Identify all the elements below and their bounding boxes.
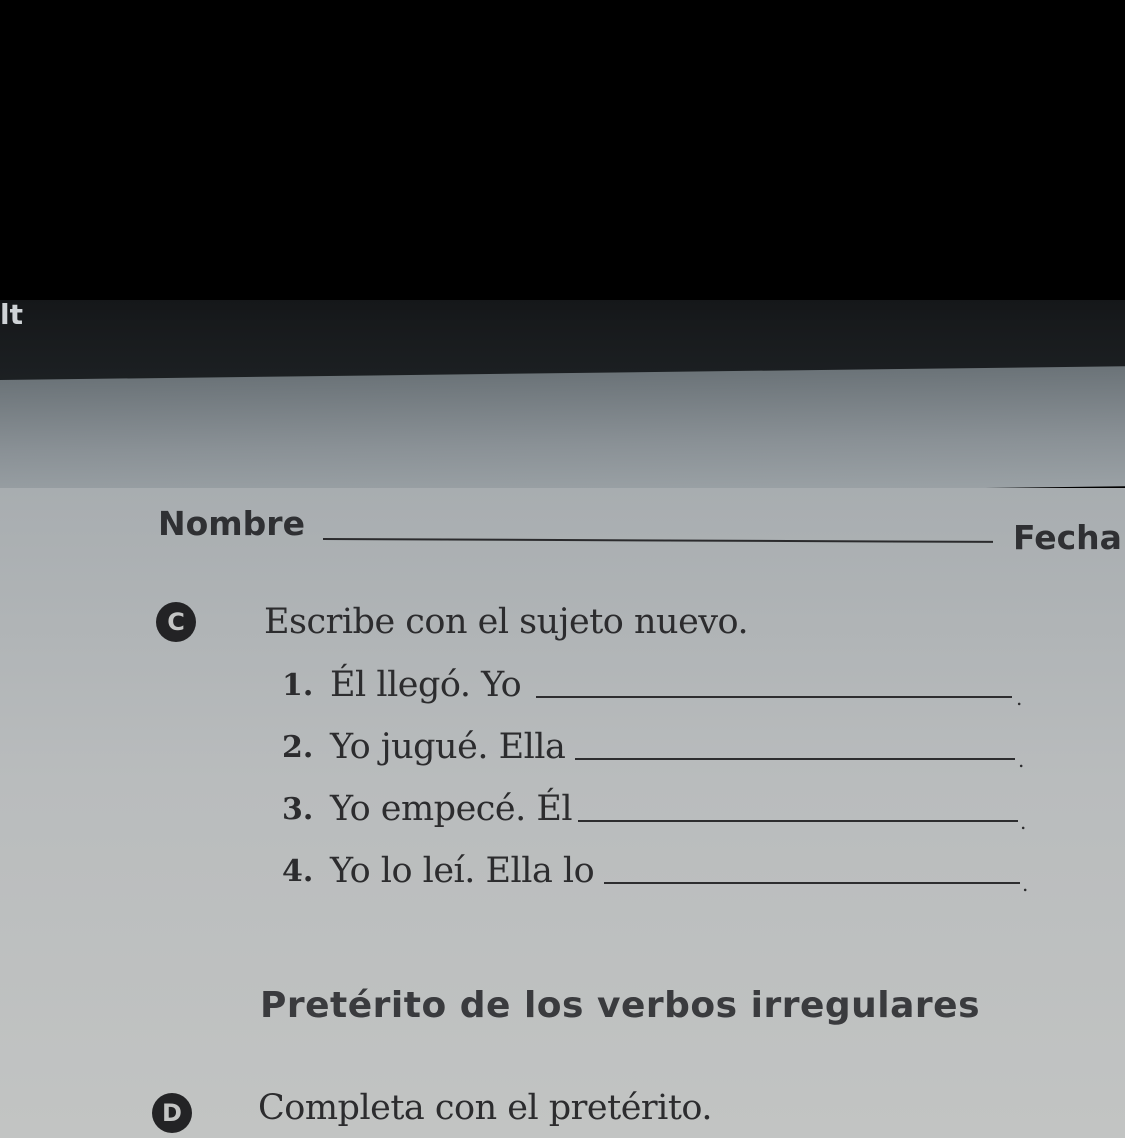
worksheet-page <box>0 488 1125 1138</box>
period-mark: . <box>1020 810 1027 834</box>
item-prompt: Yo jugué. Ella <box>330 727 566 767</box>
item-number: 2. <box>282 730 314 765</box>
period-mark: . <box>1016 686 1023 710</box>
item-prompt: Yo lo leí. Ella lo <box>330 851 595 891</box>
answer-blank[interactable] <box>536 696 1012 698</box>
period-mark: . <box>1022 872 1029 896</box>
section-heading: Pretérito de los verbos irregulares <box>260 985 980 1026</box>
nombre-label: Nombre <box>158 504 305 543</box>
dark-background <box>0 0 1125 300</box>
answer-blank[interactable] <box>604 882 1020 884</box>
section-d-badge <box>152 1093 192 1133</box>
section-c-letter: C <box>167 608 185 636</box>
item-prompt: Él llegó. Yo <box>330 665 522 705</box>
answer-blank[interactable] <box>578 820 1018 822</box>
item-number: 4. <box>282 854 314 889</box>
section-c-badge <box>156 602 196 642</box>
exercise-item <box>282 789 1042 836</box>
fecha-label: Fecha <box>1013 518 1122 557</box>
period-mark: . <box>1018 748 1025 772</box>
section-c-instruction: Escribe con el sujeto nuevo. <box>264 602 749 642</box>
exercise-item <box>282 727 1042 774</box>
edge-glyph: lt <box>0 298 23 331</box>
item-number: 1. <box>282 668 314 703</box>
page-shadow <box>0 366 1125 500</box>
section-d-instruction: Completa con el pretérito. <box>258 1088 712 1128</box>
nombre-answer-line[interactable] <box>323 538 993 543</box>
section-d-letter: D <box>162 1099 182 1127</box>
answer-blank[interactable] <box>575 758 1015 760</box>
exercise-item <box>282 851 1042 898</box>
exercise-item <box>282 665 1042 712</box>
item-number: 3. <box>282 792 314 827</box>
item-prompt: Yo empecé. Él <box>330 789 573 829</box>
